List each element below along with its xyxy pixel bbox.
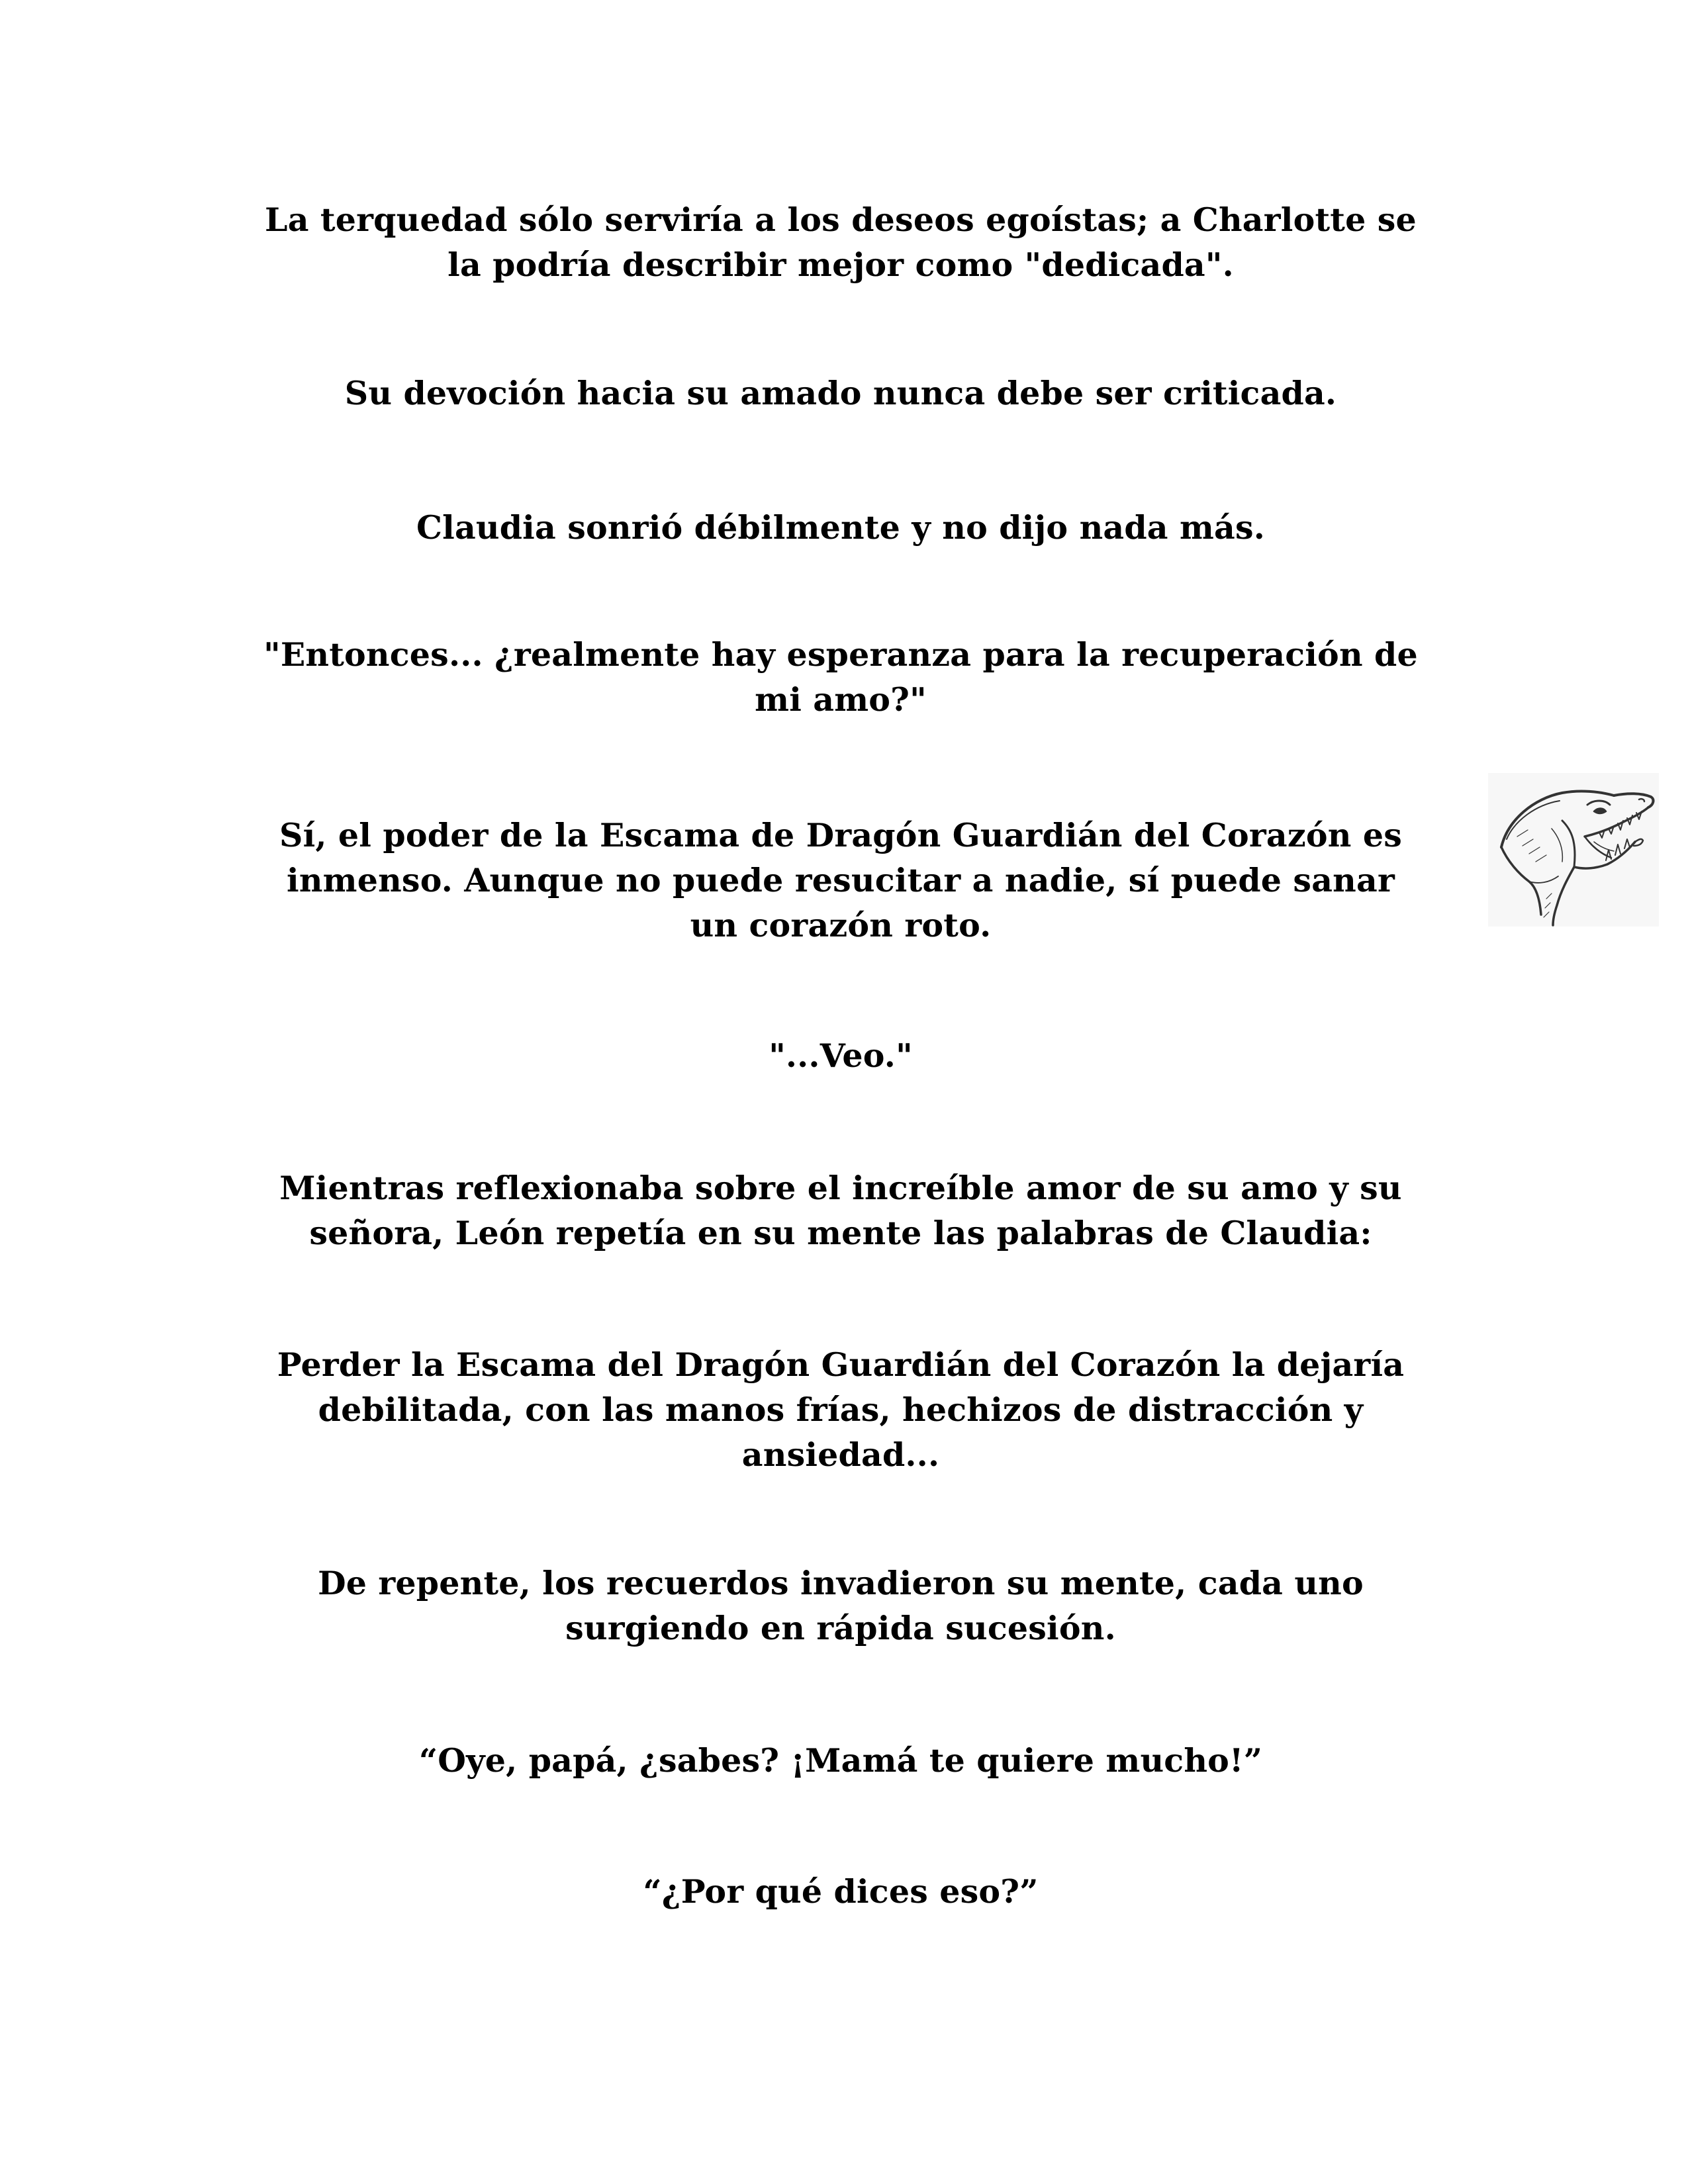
dragon-head-sketch-icon <box>1488 773 1659 927</box>
paragraph-5 <box>218 813 1463 948</box>
paragraph-line: la podría describir mejor como "dedicada". <box>447 246 1234 284</box>
paragraph-line: Mientras reflexionaba sobre el increíble amor de su amo y su <box>279 1169 1402 1207</box>
paragraph-6 <box>218 1033 1463 1078</box>
paragraph-line: “¿Por qué dices eso?” <box>643 1872 1039 1911</box>
paragraph-7 <box>218 1165 1463 1255</box>
paragraph-4 <box>218 632 1463 722</box>
paragraph-line: La terquedad sólo serviría a los deseos egoístas; a Charlotte se <box>265 201 1417 239</box>
paragraph-line: "Entonces... ¿realmente hay esperanza para la recuperación de <box>263 635 1418 674</box>
paragraph-line: surgiendo en rápida sucesión. <box>565 1609 1116 1647</box>
paragraph-line: inmenso. Aunque no puede resucitar a nadie, sí puede sanar <box>287 861 1395 899</box>
paragraph-line: ansiedad... <box>741 1435 940 1474</box>
paragraph-2 <box>218 371 1463 416</box>
paragraph-line: mi amo?" <box>755 680 927 719</box>
paragraph-line: Sí, el poder de la Escama de Dragón Guardián del Corazón es <box>279 816 1402 854</box>
paragraph-line: un corazón roto. <box>690 906 992 944</box>
paragraph-line: “Oye, papá, ¿sabes? ¡Mamá te quiere mucho!” <box>418 1741 1263 1780</box>
paragraph-3 <box>218 505 1463 550</box>
paragraph-line: Claudia sonrió débilmente y no dijo nada más. <box>416 508 1266 547</box>
paragraph-line: Perder la Escama del Dragón Guardián del Corazón la dejaría <box>277 1345 1405 1384</box>
paragraph-9 <box>218 1561 1463 1651</box>
paragraph-10 <box>218 1738 1463 1783</box>
paragraph-line: debilitada, con las manos frías, hechizos de distracción y <box>318 1390 1364 1429</box>
paragraph-line: De repente, los recuerdos invadieron su mente, cada uno <box>318 1564 1364 1602</box>
paragraph-8 <box>218 1342 1463 1477</box>
paragraph-line: "...Veo." <box>769 1036 913 1075</box>
paragraph-line: señora, León repetía en su mente las palabras de Claudia: <box>309 1214 1372 1252</box>
paragraph-1 <box>218 197 1463 287</box>
paragraph-11 <box>218 1869 1463 1914</box>
paragraph-line: Su devoción hacia su amado nunca debe ser criticada. <box>344 374 1337 412</box>
